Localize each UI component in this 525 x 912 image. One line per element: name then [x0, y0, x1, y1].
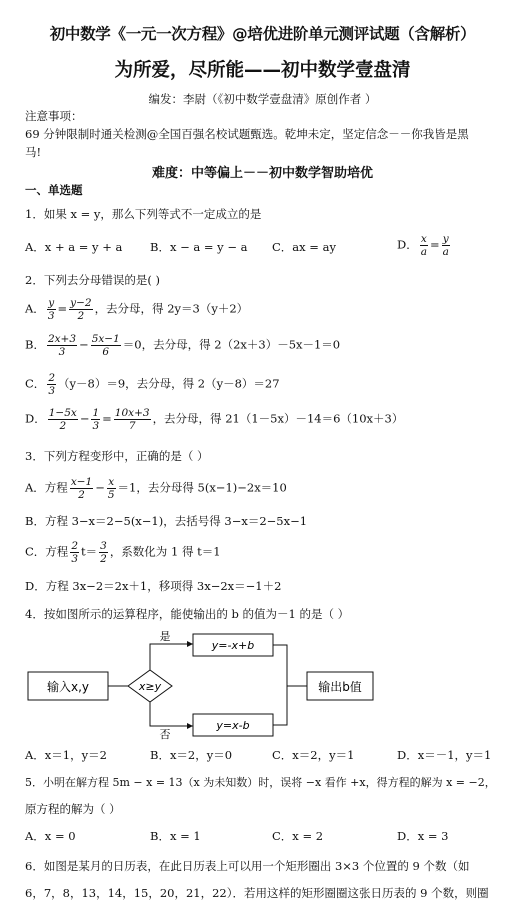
q1-stem: 1．如果 x = y，那么下列等式不一定成立的是 — [25, 207, 262, 221]
output-label: 输出b值 — [318, 680, 362, 694]
fraction: $\frac{x}{a}$ — [420, 233, 427, 258]
input-label: 输入x,y — [46, 680, 90, 694]
no-arrow-head — [187, 723, 193, 729]
no-label: 否 — [159, 728, 171, 740]
yes-branch-line — [150, 644, 193, 670]
slogan: 为所爱，尽所能——初中数学壹盘清 — [114, 60, 411, 81]
q2-option-b: B． $\frac{2x+3}{3}$ − $\frac{5x-1}{6}$ ＝0，去分母，得 2（2x＋3）－5x－1＝0 — [25, 333, 341, 358]
q3-stem: 3．下列方程变形中，正确的是（ ） — [25, 449, 209, 463]
q4-option-d: D．x＝－1，y＝1 — [397, 748, 492, 762]
q3-option-c: C．方程 $\frac{2}{3}$ t＝ $\frac{3}{2}$ ，系数化为 1 得 t＝1 — [25, 540, 221, 565]
q4-option-a: A．x＝1，y＝2 — [25, 748, 107, 762]
q3-option-b: B．方程 3−x＝2−5(x−1)，去括号得 3−x＝2−5x−1 — [25, 514, 308, 528]
q1-option-a: A．x + a = y + a — [25, 240, 123, 254]
section-heading: 一、单选题 — [25, 183, 83, 197]
difficulty-line: 难度：中等偏上－－初中数学智助培优 — [151, 166, 373, 181]
merge-line — [273, 645, 287, 725]
q3-option-d: D．方程 3x−2＝2x＋1，移项得 3x−2x＝−1＋2 — [25, 579, 282, 593]
q5-option-d: D．x = 3 — [397, 829, 449, 843]
notice-line-1: 69 分钟限制时通关检测@全国百强名校试题甄选。乾坤未定，坚定信念－－你我皆是黑 — [25, 127, 469, 141]
flowchart — [25, 630, 385, 740]
editor-line: 编发：李尉（《初中数学壹盘清》原创作者 ） — [148, 92, 377, 106]
q4-option-b: B．x＝2，y＝0 — [150, 748, 233, 762]
q5-line-1: 5．小明在解方程 5m − x = 13（x 为未知数）时，误将 −x 看作 +x，得方程的解为 x = −2， — [25, 776, 496, 789]
q2-option-a: A． $\frac{y}{3}$ = $\frac{y-2}{2}$ ，去分母，得 2y＝3（y＋2） — [25, 297, 249, 322]
q5-option-a: A．x = 0 — [25, 829, 76, 843]
q3-option-a: A．方程 $\frac{x-1}{2}$ − $\frac{x}{5}$ ＝1，去分母得 5(x−1)−2x＝10 — [25, 476, 287, 501]
q5-option-b: B．x = 1 — [150, 829, 201, 843]
no-branch-line — [150, 702, 193, 726]
notice-label: 注意事项： — [25, 109, 83, 123]
q5-option-c: C．x = 2 — [272, 829, 324, 843]
q6-line-2: 6，7，8，13，14，15，20，21，22）．若用这样的矩形圈圈这张日历表的 9 个数，则圈 — [25, 886, 489, 900]
q4-option-c: C．x＝2，y＝1 — [272, 748, 355, 762]
q1-option-b: B．x − a = y − a — [150, 240, 248, 254]
q4-stem: 4．按如图所示的运算程序，能使输出的 b 的值为－1 的是（ ） — [25, 607, 350, 621]
q1-option-c: C．ax = ay — [272, 240, 336, 254]
top-formula: y=-x+b — [211, 639, 255, 652]
yes-arrow-head — [187, 641, 193, 647]
q2-stem: 2．下列去分母错误的是( ) — [25, 273, 160, 287]
notice-line-2: 马! — [25, 145, 42, 159]
yes-label: 是 — [159, 630, 171, 643]
bottom-formula: y=x-b — [216, 719, 250, 732]
q1-option-d-label: D． — [397, 237, 418, 252]
q5-line-2: 原方程的解为（ ） — [25, 802, 121, 816]
q1-option-d: D． $\frac{x}{a}$ = $\frac{y}{a}$ — [397, 233, 449, 258]
q2-option-d: D． $\frac{1-5x}{2}$ − $\frac{1}{3}$ = $\frac{10x+3}{7}$ ，去分母，得 21（1－5x）－14＝6（10x＋3） — [25, 407, 404, 432]
q2-option-c: C． $\frac{2}{3}$ （y－8）＝9，去分母，得 2（y－8）＝27 — [25, 372, 280, 397]
condition-label: x≥y — [138, 680, 162, 693]
fraction: $\frac{y}{a}$ — [442, 233, 449, 258]
page-title: 初中数学《一元一次方程》@培优进阶单元测评试题（含解析） — [49, 25, 476, 43]
q6-line-1: 6．如图是某月的日历表，在此日历表上可以用一个矩形圈出 3×3 个位置的 9 个数（如 — [25, 859, 470, 873]
